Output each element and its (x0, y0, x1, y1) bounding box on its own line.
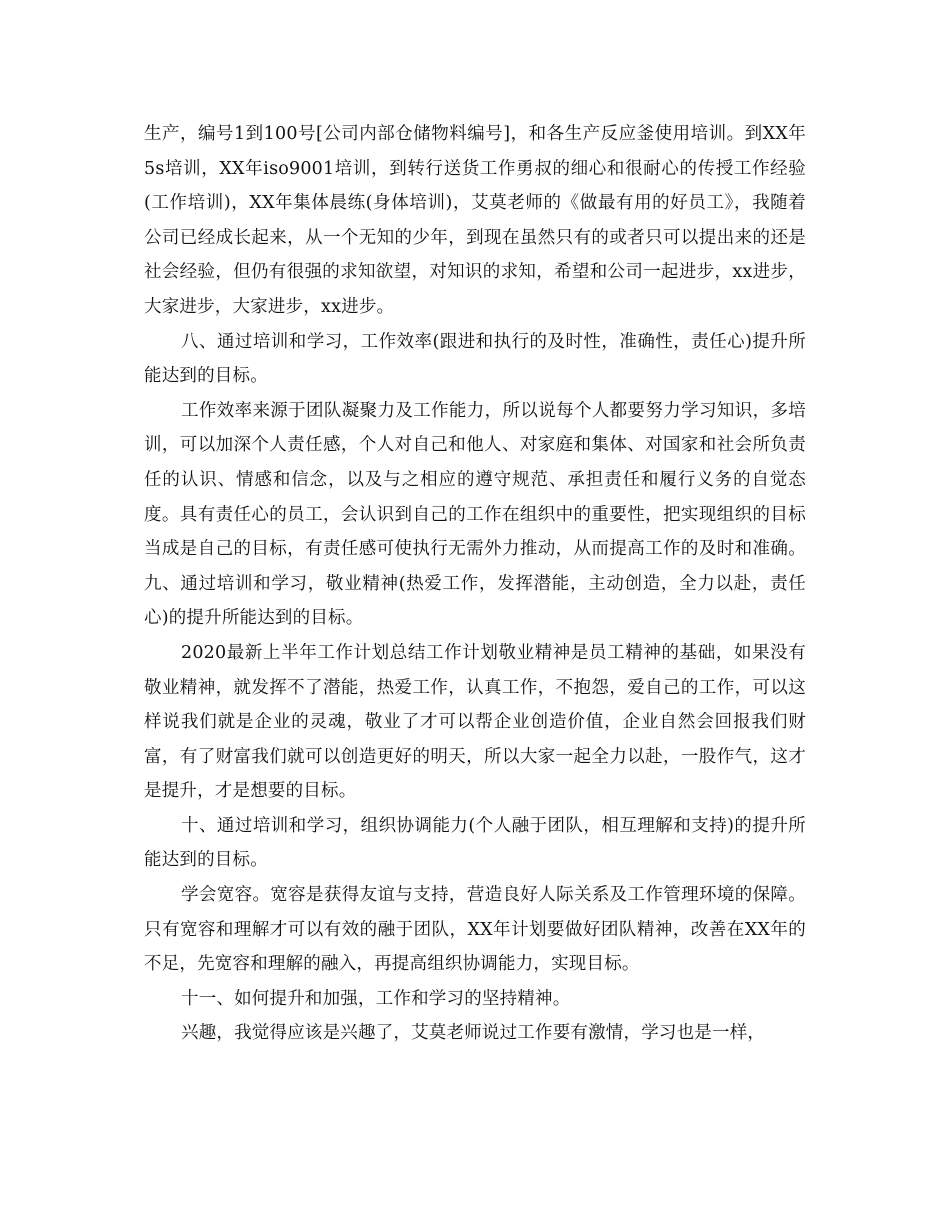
paragraph-section-eight-heading: 八、通过培训和学习，工作效率(跟进和执行的及时性，准确性，责任心)提升所能达到的目标。 (144, 331, 806, 387)
paragraph-training-history: 生产，编号1到100号[公司内部仓储物料编号]，和各生产反应釜使用培训。到XX年5s培训，XX年iso9001培训，到转行送货工作勇叔的细心和很耐心的传授工作经验(工作培训)，XX年集体晨练(身体培训)，艾莫老师的《做最有用的好员工》，我随着公司已经成长起来，从一个无知的少年，到现在虽然只有的或者只可以提出来的还是社会经验，但仍有很强的求知欲望，对知识的求知，希望和公司一起进步，xx进步，大家进步，大家进步，xx进步。 (144, 124, 806, 317)
paragraph-section-ten-heading: 十、通过培训和学习，组织协调能力(个人融于团队，相互理解和支持)的提升所能达到的目标。 (144, 815, 806, 871)
paragraph-interest: 兴趣，我觉得应该是兴趣了，艾莫老师说过工作要有激情，学习也是一样， (181, 1023, 766, 1044)
paragraph-dedication: 2020最新上半年工作计划总结工作计划敬业精神是员工精神的基础，如果没有敬业精神，就发挥不了潜能，热爱工作，认真工作，不抱怨，爱自己的工作，可以这样说我们就是企业的灵魂，敬业了才可以帮企业创造价值，企业自然会回报我们财富，有了财富我们就可以创造更好的明天，所以大家一起全力以赴，一股作气，这才是提升，才是想要的目标。 (144, 642, 806, 802)
document-body (144, 117, 806, 1051)
paragraph-tolerance: 学会宽容。宽容是获得友谊与支持，营造良好人际关系及工作管理环境的保障。只有宽容和理解才可以有效的融于团队，XX年计划要做好团队精神，改善在XX年的不足，先宽容和理解的融入，再提高组织协调能力，实现目标。 (144, 885, 806, 975)
paragraph-section-eleven-heading: 十一、如何提升和加强，工作和学习的坚持精神。 (181, 988, 571, 1009)
paragraph-work-efficiency: 工作效率来源于团队凝聚力及工作能力，所以说每个人都要努力学习知识，多培训，可以加深个人责任感，个人对自己和他人、对家庭和集体、对国家和社会所负责任的认识、情感和信念，以及与之相应的遵守规范、承担责任和履行义务的自觉态度。具有责任心的员工，会认识到自己的工作在组织中的重要性，把实现组织的目标当成是自己的目标，有责任感可使执行无需外力推动，从而提高工作的及时和准确。九、通过培训和学习，敬业精神(热爱工作，发挥潜能，主动创造，全力以赴，责任心)的提升所能达到的目标。 (144, 400, 806, 629)
